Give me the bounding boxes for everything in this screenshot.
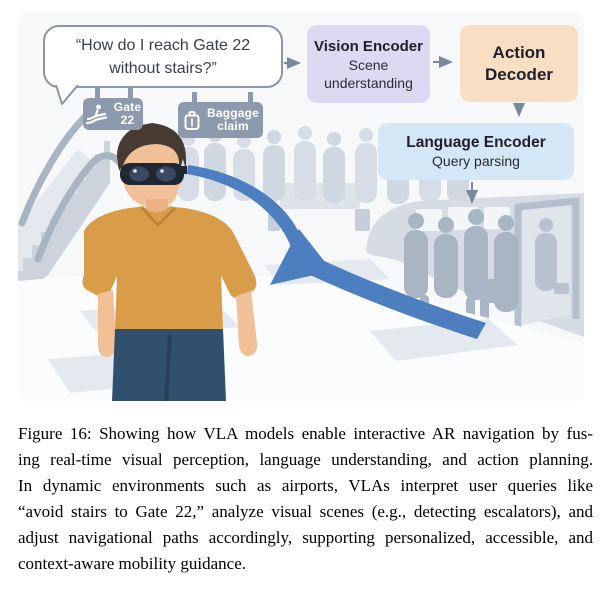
ar-glasses-icon bbox=[120, 163, 187, 185]
caption-line: “avoid stairs to Gate 22,” analyze visual scenes (e.g., detecting escalators), and bbox=[18, 502, 593, 521]
speech-bubble-line: without stairs?” bbox=[109, 59, 217, 77]
language-encoder-box bbox=[378, 123, 574, 180]
gate-sign bbox=[83, 98, 143, 130]
baggage-icon bbox=[182, 109, 202, 131]
caption-line: adjust navigational paths accordingly, supporting personalized, accessible, and bbox=[18, 528, 593, 547]
caption-line: In dynamic environments such as airports, VLAs interpret user queries like bbox=[18, 476, 593, 495]
caption-line: context-aware mobility guidance. bbox=[18, 554, 246, 573]
baggage-sign bbox=[178, 102, 263, 138]
language-encoder-title: Language Encoder bbox=[406, 134, 546, 151]
figure-caption bbox=[18, 421, 593, 577]
speech-bubble-line: “How do I reach Gate 22 bbox=[75, 36, 251, 54]
figure-illustration bbox=[18, 13, 584, 401]
language-encoder-subtitle: Query parsing bbox=[432, 153, 520, 169]
caption-line: ing real-time visual perception, language understanding, and action planning. bbox=[18, 450, 593, 469]
speech-bubble-tail bbox=[54, 85, 80, 107]
vision-encoder-box bbox=[307, 25, 430, 103]
escalator-icon bbox=[85, 103, 109, 125]
vision-encoder-subtitle: Scene understanding bbox=[324, 56, 413, 91]
baggage-sign-label: Baggage claim bbox=[206, 106, 260, 133]
caption-line: Figure 16: Showing how VLA models enable interactive AR navigation by fus- bbox=[18, 424, 593, 443]
action-decoder-title: Action Decoder bbox=[484, 42, 554, 84]
gate-sign-label: Gate 22 bbox=[113, 100, 142, 127]
vision-encoder-title: Vision Encoder bbox=[314, 37, 423, 55]
action-decoder-box bbox=[460, 25, 578, 102]
speech-bubble bbox=[43, 25, 283, 88]
